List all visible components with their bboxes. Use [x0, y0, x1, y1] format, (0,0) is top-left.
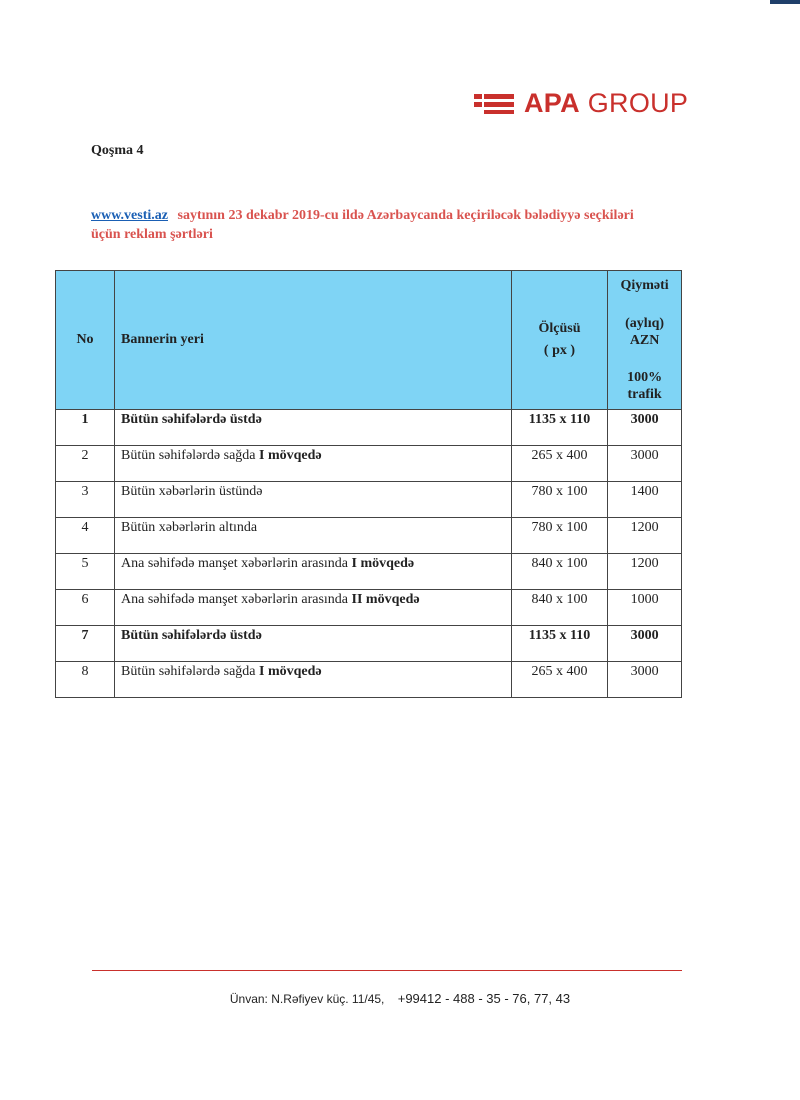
row-price: 3000 [608, 626, 682, 662]
header-size-line1: Ölçüsü [538, 321, 581, 336]
row-size: 840 x 100 [511, 554, 607, 590]
table-row [56, 626, 682, 662]
apa-group-logo [474, 86, 688, 120]
row-place [115, 590, 512, 626]
row-price: 1200 [608, 518, 682, 554]
row-price: 3000 [608, 410, 682, 446]
row-place [115, 482, 512, 518]
row-place-text: Bütün səhifələrdə sağda [121, 448, 260, 463]
table-row [56, 518, 682, 554]
row-place-text: Bütün səhifələrdə sağda [121, 664, 260, 679]
row-place [115, 518, 512, 554]
footer-divider [92, 970, 682, 971]
row-size: 1135 x 110 [511, 410, 607, 446]
table-row [56, 590, 682, 626]
row-place [115, 662, 512, 698]
attachment-label: Qoşma 4 [91, 143, 144, 158]
heading-text: saytının 23 dekabr 2019-cu ildə Azərbaycanda keçiriləcək bələdiyyə seçkiləri üçün reklam şərtləri [91, 208, 634, 242]
row-price: 1200 [608, 554, 682, 590]
header-price-line3: AZN [629, 332, 660, 348]
footer-address: Ünvan: N.Rəfiyev küç. 11/45, [229, 992, 385, 1006]
table-row [56, 482, 682, 518]
row-no: 5 [56, 554, 115, 590]
row-size: 1135 x 110 [511, 626, 607, 662]
row-place [115, 554, 512, 590]
table-body [56, 410, 682, 698]
row-place [115, 446, 512, 482]
logo-text-bold: APA [524, 87, 580, 118]
row-place-text: Ana səhifədə manşet xəbərlərin arasında [121, 592, 352, 607]
row-size: 780 x 100 [511, 482, 607, 518]
row-size: 780 x 100 [511, 518, 607, 554]
header-price [608, 271, 682, 410]
header-price-line4: 100% [627, 370, 663, 385]
row-place-position: I mövqedə [351, 556, 415, 571]
row-size: 265 x 400 [511, 662, 607, 698]
logo-text-regular: GROUP [587, 87, 689, 118]
document-heading [91, 206, 651, 244]
row-no: 4 [56, 518, 115, 554]
row-size: 840 x 100 [511, 590, 607, 626]
row-price: 3000 [608, 662, 682, 698]
header-price-line1: Qiyməti [620, 278, 669, 293]
row-no: 7 [56, 626, 115, 662]
table-row [56, 410, 682, 446]
row-place-text: Bütün xəbərlərin altında [121, 520, 258, 535]
row-price: 3000 [608, 446, 682, 482]
row-no: 8 [56, 662, 115, 698]
table-header-row [56, 271, 682, 410]
header-place: Bannerin yeri [115, 271, 512, 410]
header-size [511, 271, 607, 410]
row-place [115, 626, 512, 662]
footer-phone: +99412 - 488 - 35 - 76, 77, 43 [397, 991, 571, 1006]
site-link[interactable]: www.vesti.az [91, 208, 168, 223]
row-no: 1 [56, 410, 115, 446]
row-place [115, 410, 512, 446]
header-no: No [56, 271, 115, 410]
header-price-line2: (aylıq) [625, 315, 665, 331]
row-place-text: Bütün səhifələrdə üstdə [121, 628, 262, 643]
row-no: 2 [56, 446, 115, 482]
footer [0, 991, 800, 1006]
ad-pricing-table [55, 270, 682, 698]
table-row [56, 554, 682, 590]
row-size: 265 x 400 [511, 446, 607, 482]
row-place-text: Bütün səhifələrdə üstdə [121, 412, 262, 427]
row-place-position: I mövqedə [259, 448, 322, 463]
table-row [56, 446, 682, 482]
row-place-position: II mövqedə [351, 592, 420, 607]
apa-logo-icon [474, 92, 514, 114]
row-no: 6 [56, 590, 115, 626]
row-place-position: I mövqedə [259, 664, 322, 679]
header-size-line2: ( px ) [543, 343, 576, 358]
corner-mark [770, 0, 800, 4]
row-price: 1400 [608, 482, 682, 518]
header-price-line5: trafik [627, 387, 662, 402]
row-place-text: Bütün xəbərlərin üstündə [121, 484, 263, 499]
logo-text [524, 87, 689, 118]
row-no: 3 [56, 482, 115, 518]
row-price: 1000 [608, 590, 682, 626]
table-row [56, 662, 682, 698]
row-place-text: Ana səhifədə manşet xəbərlərin arasında [121, 556, 352, 571]
